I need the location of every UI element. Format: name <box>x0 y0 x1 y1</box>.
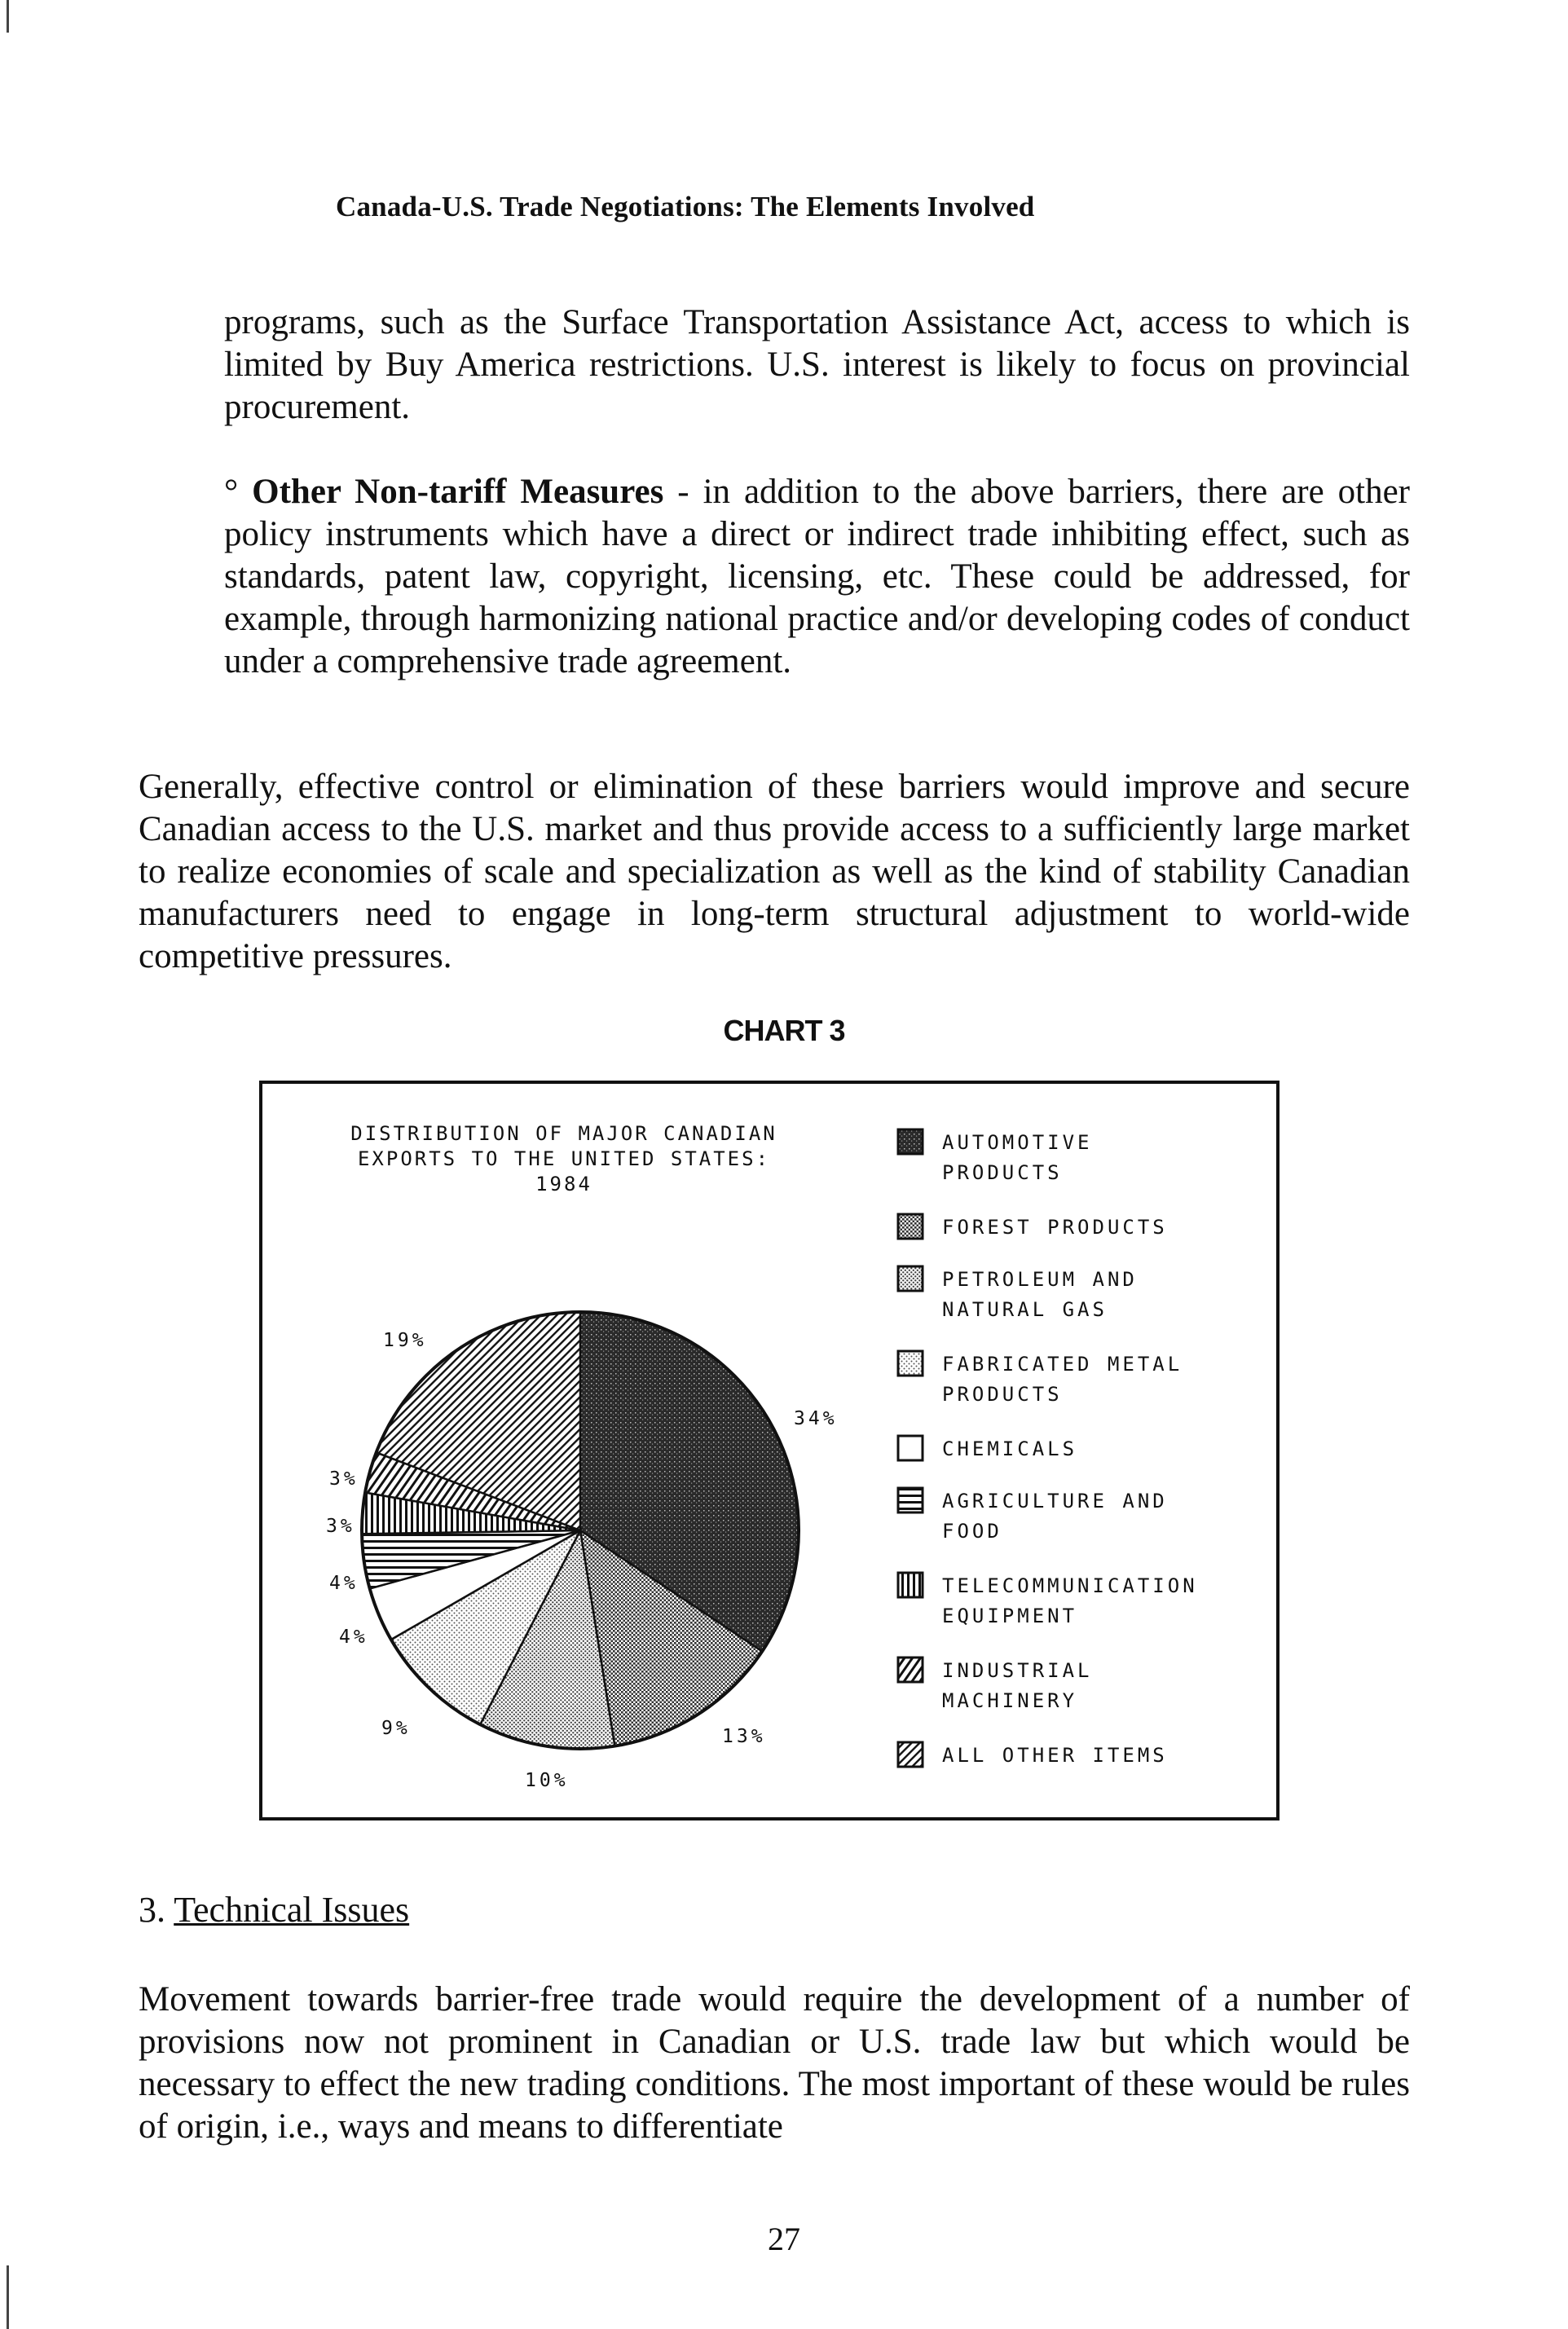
page-number: 27 <box>768 2221 800 2257</box>
legend-label: ALL OTHER ITEMS <box>942 1744 1168 1767</box>
legend-label: CHEMICALS <box>942 1437 1078 1460</box>
paragraph-body: - in addition to the above barriers, there are other policy instruments which have a direct or indirect trade inhibiting effect, such as standards, patent law, copyright, licensing, etc. These could be addressed, for example, through harmonizing national practice and/or developing codes of conduct under a comprehensive trade agreement. <box>224 473 1410 680</box>
legend-swatch <box>898 1488 923 1512</box>
section-title: Technical Issues <box>174 1890 410 1930</box>
scan-edge-top <box>7 0 9 33</box>
legend-label: AUTOMOTIVE PRODUCTS <box>942 1131 1093 1184</box>
legend-swatch <box>898 1129 923 1154</box>
paragraph-lead: Other Non-tariff Measures <box>252 473 664 511</box>
paragraph-procurement: programs, such as the Surface Transportation Assistance Act, access to which is limited by Buy America restrictions. U.S. interest is likely to focus on provincial procurement. <box>224 303 1410 426</box>
slice-data-label: 13% <box>722 1726 766 1747</box>
legend-label: FOREST PRODUCTS <box>942 1216 1168 1239</box>
slice-data-label: 3% <box>326 1516 355 1537</box>
legend-label: PETROLEUM AND NATURAL GAS <box>942 1268 1138 1321</box>
legend-swatch <box>898 1351 923 1376</box>
chart-title: DISTRIBUTION OF MAJOR CANADIAN EXPORTS TO THE UNITED STATES: 1984 <box>350 1122 777 1195</box>
slice-data-label: 4% <box>329 1573 359 1594</box>
legend-label: TELECOMMUNICATION EQUIPMENT <box>942 1574 1198 1627</box>
slice-data-label: 19% <box>383 1330 427 1351</box>
scan-edge-bottom <box>7 2265 9 2329</box>
legend-swatch <box>898 1266 923 1291</box>
slice-data-label: 9% <box>381 1718 411 1739</box>
section-number: 3. <box>139 1890 165 1930</box>
paragraph-technical-issues: Movement towards barrier-free trade would require the development of a number of provisions now not prominent in Canadian or U.S. trade law but which would be necessary to effect the new trading conditions. The most important of these would be rules of origin, i.e., ways and means to differentiate <box>139 1980 1410 2146</box>
legend-swatch <box>898 1436 923 1460</box>
chart-caption: CHART 3 <box>723 1014 845 1047</box>
legend-swatch <box>898 1214 923 1239</box>
legend-label: INDUSTRIAL MACHINERY <box>942 1659 1093 1712</box>
bullet-mark: ° <box>224 473 239 511</box>
legend-swatch <box>898 1573 923 1597</box>
page-header: Canada-U.S. Trade Negotiations: The Elements Involved <box>336 191 1035 222</box>
paragraph-non-tariff <box>224 471 1410 683</box>
slice-data-label: 3% <box>329 1468 359 1490</box>
legend-label: AGRICULTURE AND FOOD <box>942 1490 1168 1543</box>
section-heading <box>139 1889 409 1931</box>
legend-label: FABRICATED METAL PRODUCTS <box>942 1353 1183 1406</box>
chart-frame <box>259 1081 1280 1820</box>
legend-swatch <box>898 1742 923 1767</box>
slice-data-label: 34% <box>794 1408 838 1429</box>
slice-data-label: 4% <box>339 1627 368 1648</box>
legend-swatch <box>898 1658 923 1682</box>
paragraph-generally: Generally, effective control or elimination of these barriers would improve and secure Canadian access to the U.S. market and thus provide access to a sufficiently large market to realize economies of scale and specialization as well as the kind of stability Canadian manufacturers need to engage in long-term structural adjustment to world-wide competitive pressures. <box>139 768 1410 975</box>
slice-data-label: 10% <box>525 1770 569 1791</box>
